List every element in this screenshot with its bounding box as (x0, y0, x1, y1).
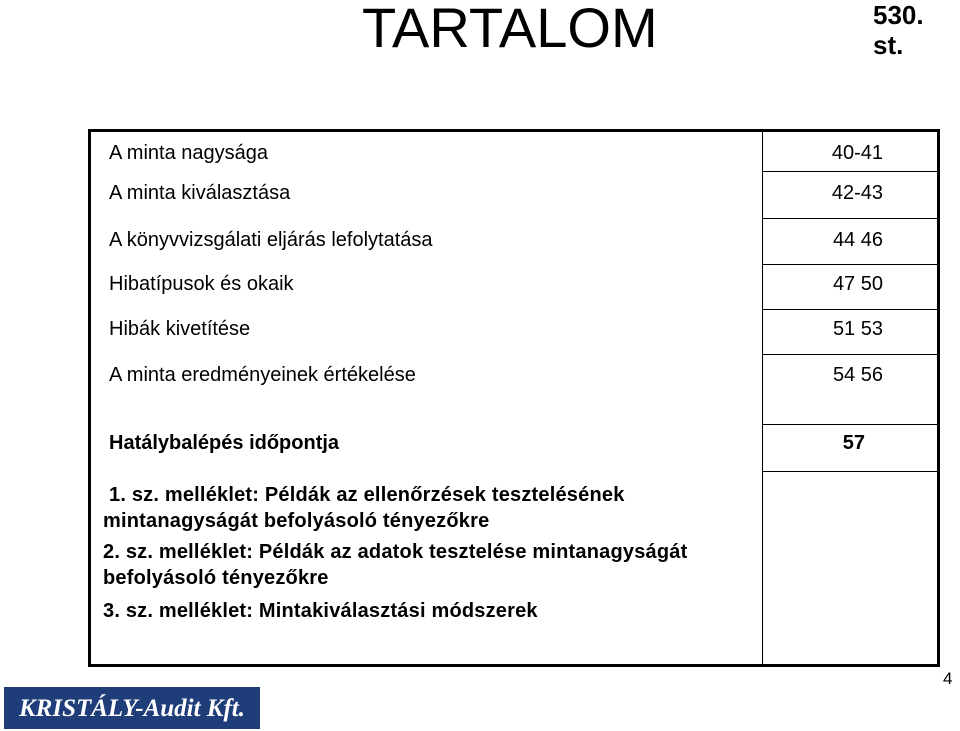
annex-line: 3. sz. melléklet: Mintakiválasztási módszerek (103, 600, 538, 622)
annex-line: 1. sz. melléklet: Példák az ellenőrzések tesztelésének (109, 484, 625, 506)
annex-line: 2. sz. melléklet: Példák az adatok tesztelése mintanagyságát (103, 541, 688, 563)
standard-reference: 530. st. (873, 0, 924, 60)
annex-line: mintanagyságát befolyásoló tényezőkre (103, 510, 490, 532)
toc-entry-pages: 51 53 (832, 318, 883, 340)
toc-entry-label: A minta nagysága (109, 142, 268, 164)
row-divider (762, 171, 937, 172)
toc-entry-pages: 57 (842, 432, 865, 454)
row-divider (762, 424, 937, 425)
toc-entry-label: Hatálybalépés időpontja (109, 432, 340, 454)
annex-line: befolyásoló tényezőkre (103, 567, 329, 589)
page-number: 4 (943, 669, 953, 688)
toc-entry-label: Hibatípusok és okaik (109, 273, 294, 295)
table-of-contents (88, 129, 940, 667)
row-divider (762, 471, 937, 472)
toc-entry-pages: 47 50 (832, 273, 883, 295)
page-title: TARTALOM (362, 0, 658, 59)
row-divider (762, 264, 937, 265)
toc-entry-pages: 42-43 (831, 182, 883, 204)
toc-entry-label: A minta eredményeinek értékelése (109, 364, 416, 386)
toc-entry-label: A könyvvizsgálati eljárás lefolytatása (109, 229, 433, 251)
row-divider (762, 354, 937, 355)
toc-entry-pages: 40-41 (831, 142, 883, 164)
toc-entry-pages: 44 46 (832, 229, 883, 251)
toc-entry-label: A minta kiválasztása (109, 182, 291, 204)
column-divider (762, 132, 763, 664)
toc-entry-pages: 54 56 (832, 364, 883, 386)
row-divider (762, 218, 937, 219)
toc-entry-label: Hibák kivetítése (109, 318, 251, 340)
row-divider (762, 309, 937, 310)
company-logo: KRISTÁLY-Audit Kft. (4, 687, 260, 729)
